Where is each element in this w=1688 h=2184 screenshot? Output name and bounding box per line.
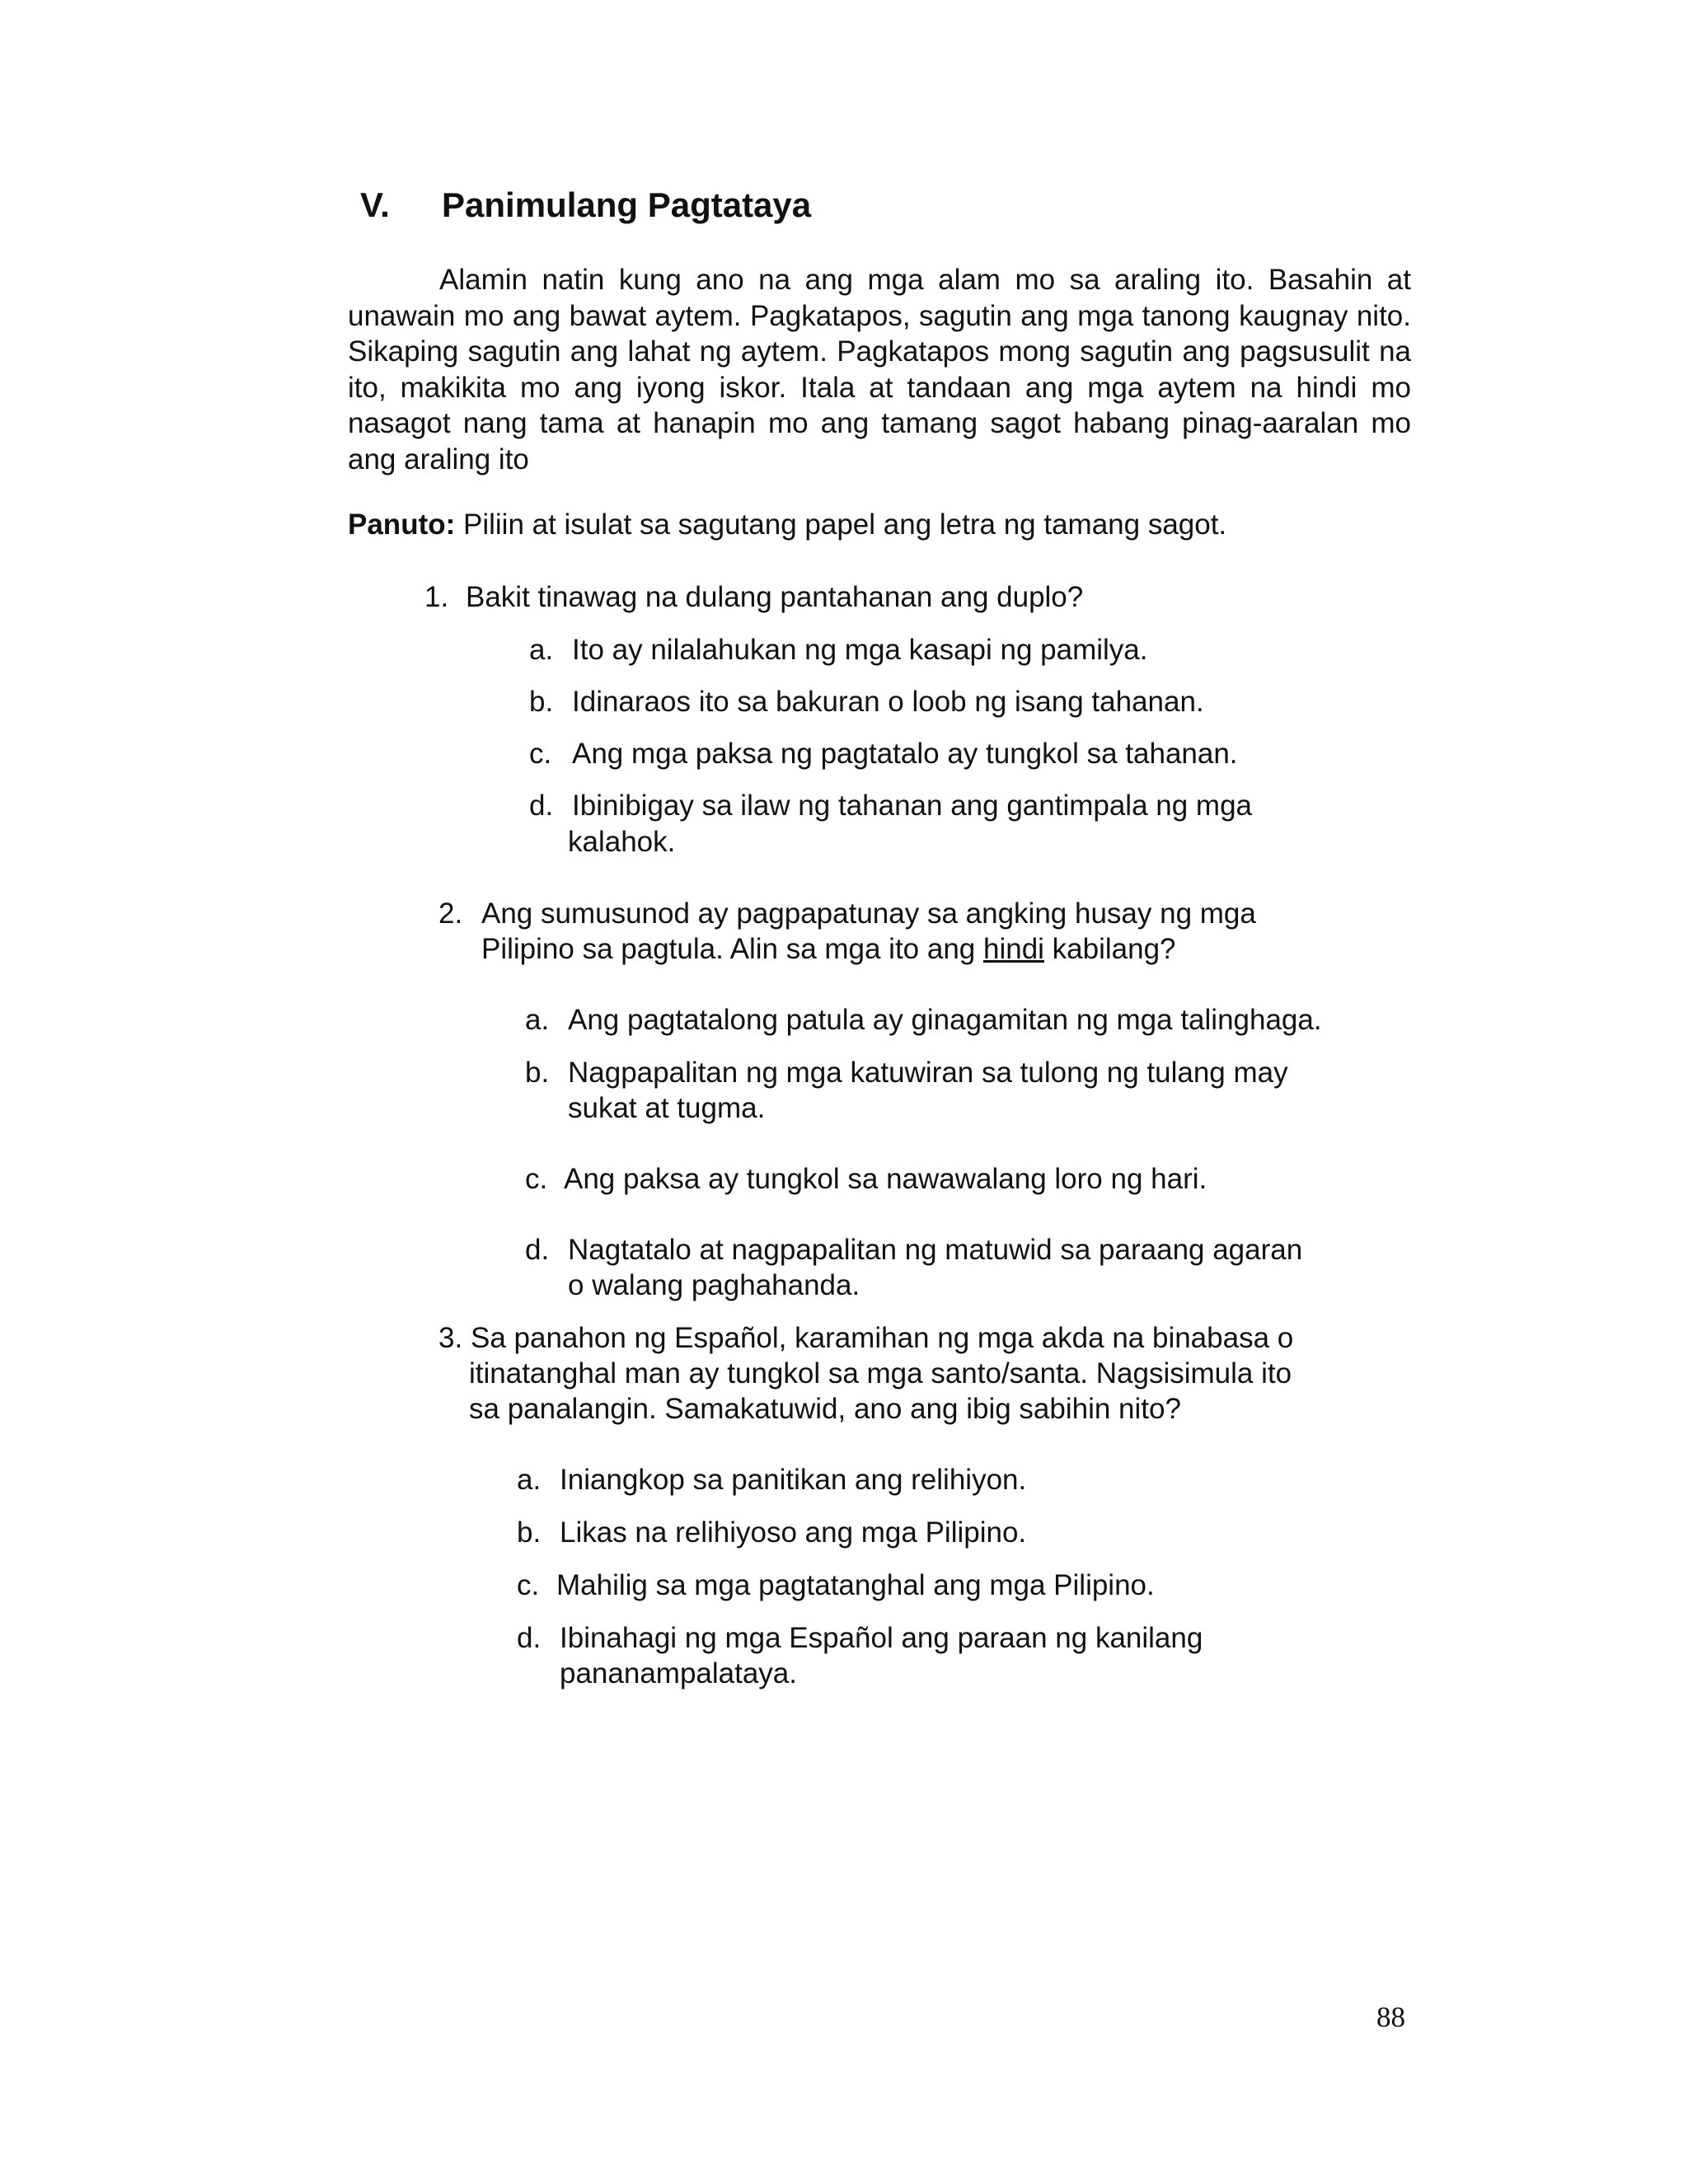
intro-paragraph: Alamin natin kung ano na ang mga alam mo sa araling ito. Basahin at unawain mo ang bawat aytem. Pagkatapos, sagutin ang mga tanong kaugnay nito. Sikaping sagutin ang lahat ng aytem. Pagkatapos mong sagutin ang pagsusulit na ito, makikita mo ang iyong iskor. Itala at tandaan ang mga aytem na hindi mo nasagot nang tama at hanapin mo ang tamang sagot habang pinag-aaralan mo ang araling ito — [348, 264, 1411, 476]
question-2-number: 2. — [438, 898, 463, 930]
option-text: Idinaraos ito sa bakuran o loob ng isang tahanan. — [572, 686, 1204, 718]
option-text: Ito ay nilalahukan ng mga kasapi ng pamilya. — [572, 634, 1148, 666]
question-2-text: Ang sumusunod ay pagpapatunay sa angking husay ng mga — [481, 898, 1256, 930]
option-text: Nagpapalitan ng mga katuwiran sa tulong ng tulang may — [568, 1057, 1288, 1089]
page-number: 88 — [1376, 2001, 1405, 2033]
section-number: V. — [360, 185, 390, 224]
question-3-text: Sa panahon ng Español, karamihan ng mga akda na binabasa o — [471, 1322, 1294, 1354]
option-text: Ibinahagi ng mga Español ang paraan ng kanilang — [560, 1622, 1203, 1654]
question-3-text-line-3: sa panalangin. Samakatuwid, ano ang ibig sabihin nito? — [469, 1393, 1181, 1425]
option-letter: b. — [529, 686, 554, 718]
option-letter: a. — [517, 1464, 542, 1496]
option-letter: d. — [517, 1622, 542, 1654]
directions — [348, 509, 1226, 541]
option-text: Nagtatalo at nagpapalitan ng matuwid sa paraang agaran — [568, 1234, 1303, 1266]
directions-label: Panuto: — [348, 509, 456, 541]
section-title: Panimulang Pagtataya — [442, 185, 812, 224]
option-letter: a. — [529, 634, 554, 666]
question-2-text-line-2 — [481, 931, 1176, 967]
option-text: Ibinibigay sa ilaw ng tahanan ang gantimpala ng mga — [572, 790, 1253, 822]
question-2-text-after: kabilang? — [1043, 933, 1176, 965]
option-text: Ang mga paksa ng pagtatalo ay tungkol sa tahanan. — [572, 738, 1238, 770]
question-2-underlined-word: hindi — [983, 933, 1044, 965]
question-1-text: Bakit tinawag na dulang pantahanan ang duplo? — [466, 581, 1084, 613]
option-text: Ang paksa ay tungkol sa nawawalang loro ng hari. — [564, 1163, 1207, 1195]
option-text: Iniangkop sa panitikan ang relihiyon. — [560, 1464, 1027, 1496]
option-letter: c. — [517, 1569, 540, 1601]
option-letter: c. — [525, 1163, 548, 1195]
question-3-number: 3. — [438, 1322, 463, 1354]
option-text: Mahilig sa mga pagtatanghal ang mga Pilipino. — [556, 1569, 1155, 1601]
option-letter: b. — [517, 1516, 542, 1549]
option-text-continued: kalahok. — [568, 826, 676, 858]
question-2-text-before: Pilipino sa pagtula. Alin sa mga ito ang — [481, 933, 983, 965]
option-letter: b. — [525, 1057, 550, 1089]
question-3-text-line-2: itinatanghal man ay tungkol sa mga santo/santa. Nagsisimula ito — [469, 1357, 1292, 1390]
option-text-continued: sukat at tugma. — [568, 1092, 766, 1124]
option-letter: d. — [525, 1234, 550, 1266]
option-letter: c. — [529, 738, 552, 770]
option-letter: d. — [529, 790, 554, 822]
option-text-continued: o walang paghahanda. — [568, 1269, 860, 1301]
directions-text: Piliin at isulat sa sagutang papel ang letra ng tamang sagot. — [455, 509, 1227, 541]
option-text: Likas na relihiyoso ang mga Pilipino. — [560, 1516, 1027, 1549]
question-1-number: 1. — [424, 581, 449, 613]
option-text: Ang pagtatalong patula ay ginagamitan ng mga talinghaga. — [568, 1004, 1322, 1036]
option-letter: a. — [525, 1004, 550, 1036]
option-text-continued: pananampalataya. — [560, 1657, 797, 1690]
